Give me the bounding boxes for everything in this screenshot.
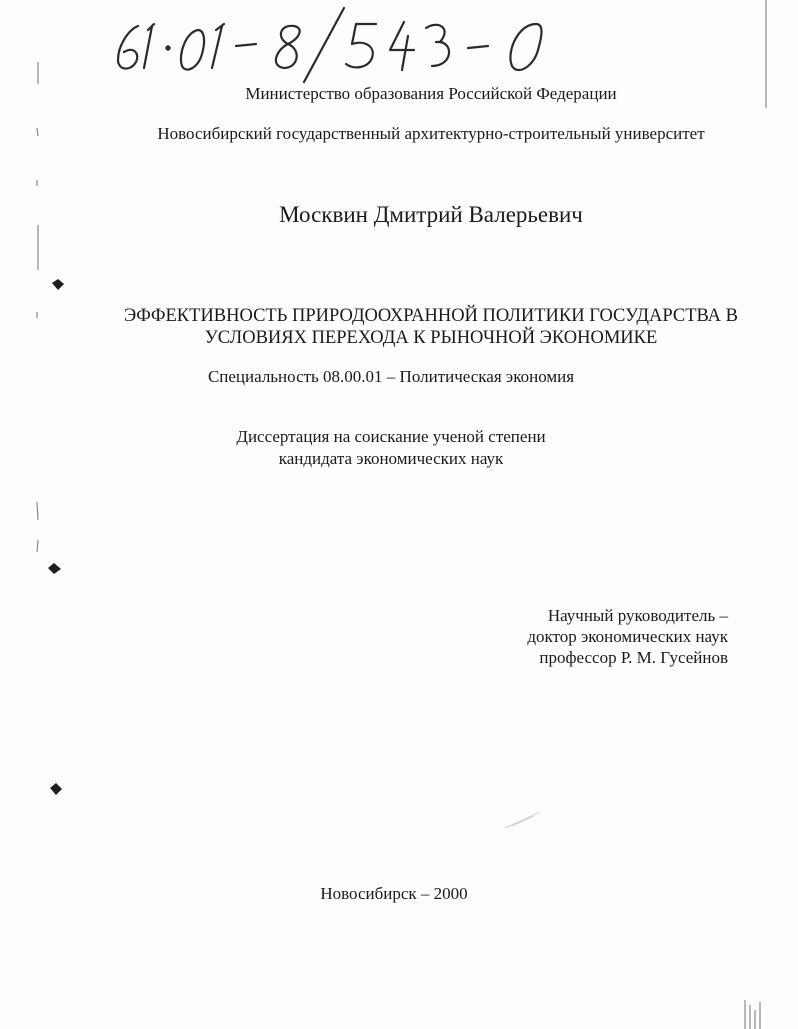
- supervisor-block: [527, 605, 728, 668]
- specialty: Специальность 08.00.01 – Политическая экономия: [207, 367, 575, 386]
- handwriting-strokes: [108, 2, 568, 84]
- supervisor-line-2: доктор экономических наук: [527, 627, 728, 646]
- handwritten-archive-code: [108, 2, 568, 84]
- supervisor-line-1: Научный руководитель –: [547, 606, 728, 625]
- degree-line-2: кандидата экономических наук: [278, 449, 504, 468]
- city-year: Новосибирск – 2000: [320, 884, 468, 903]
- supervisor-line-3: профессор Р. М. Гусейнов: [539, 648, 728, 667]
- dissertation-title-line-2: УСЛОВИЯХ ПЕРЕХОДА К РЫНОЧНОЙ ЭКОНОМИКЕ: [204, 328, 658, 348]
- ministry-name: Министерство образования Российской Федерации: [245, 84, 617, 103]
- author-name: Москвин Дмитрий Валерьевич: [279, 202, 583, 227]
- dissertation-title-line-1: ЭФФЕКТИВНОСТЬ ПРИРОДООХРАННОЙ ПОЛИТИКИ ГОСУДАРСТВА В: [123, 306, 739, 326]
- university-name: Новосибирский государственный архитектурно-строительный университет: [157, 124, 705, 143]
- degree-line-1: Диссертация на соискание ученой степени: [236, 427, 546, 446]
